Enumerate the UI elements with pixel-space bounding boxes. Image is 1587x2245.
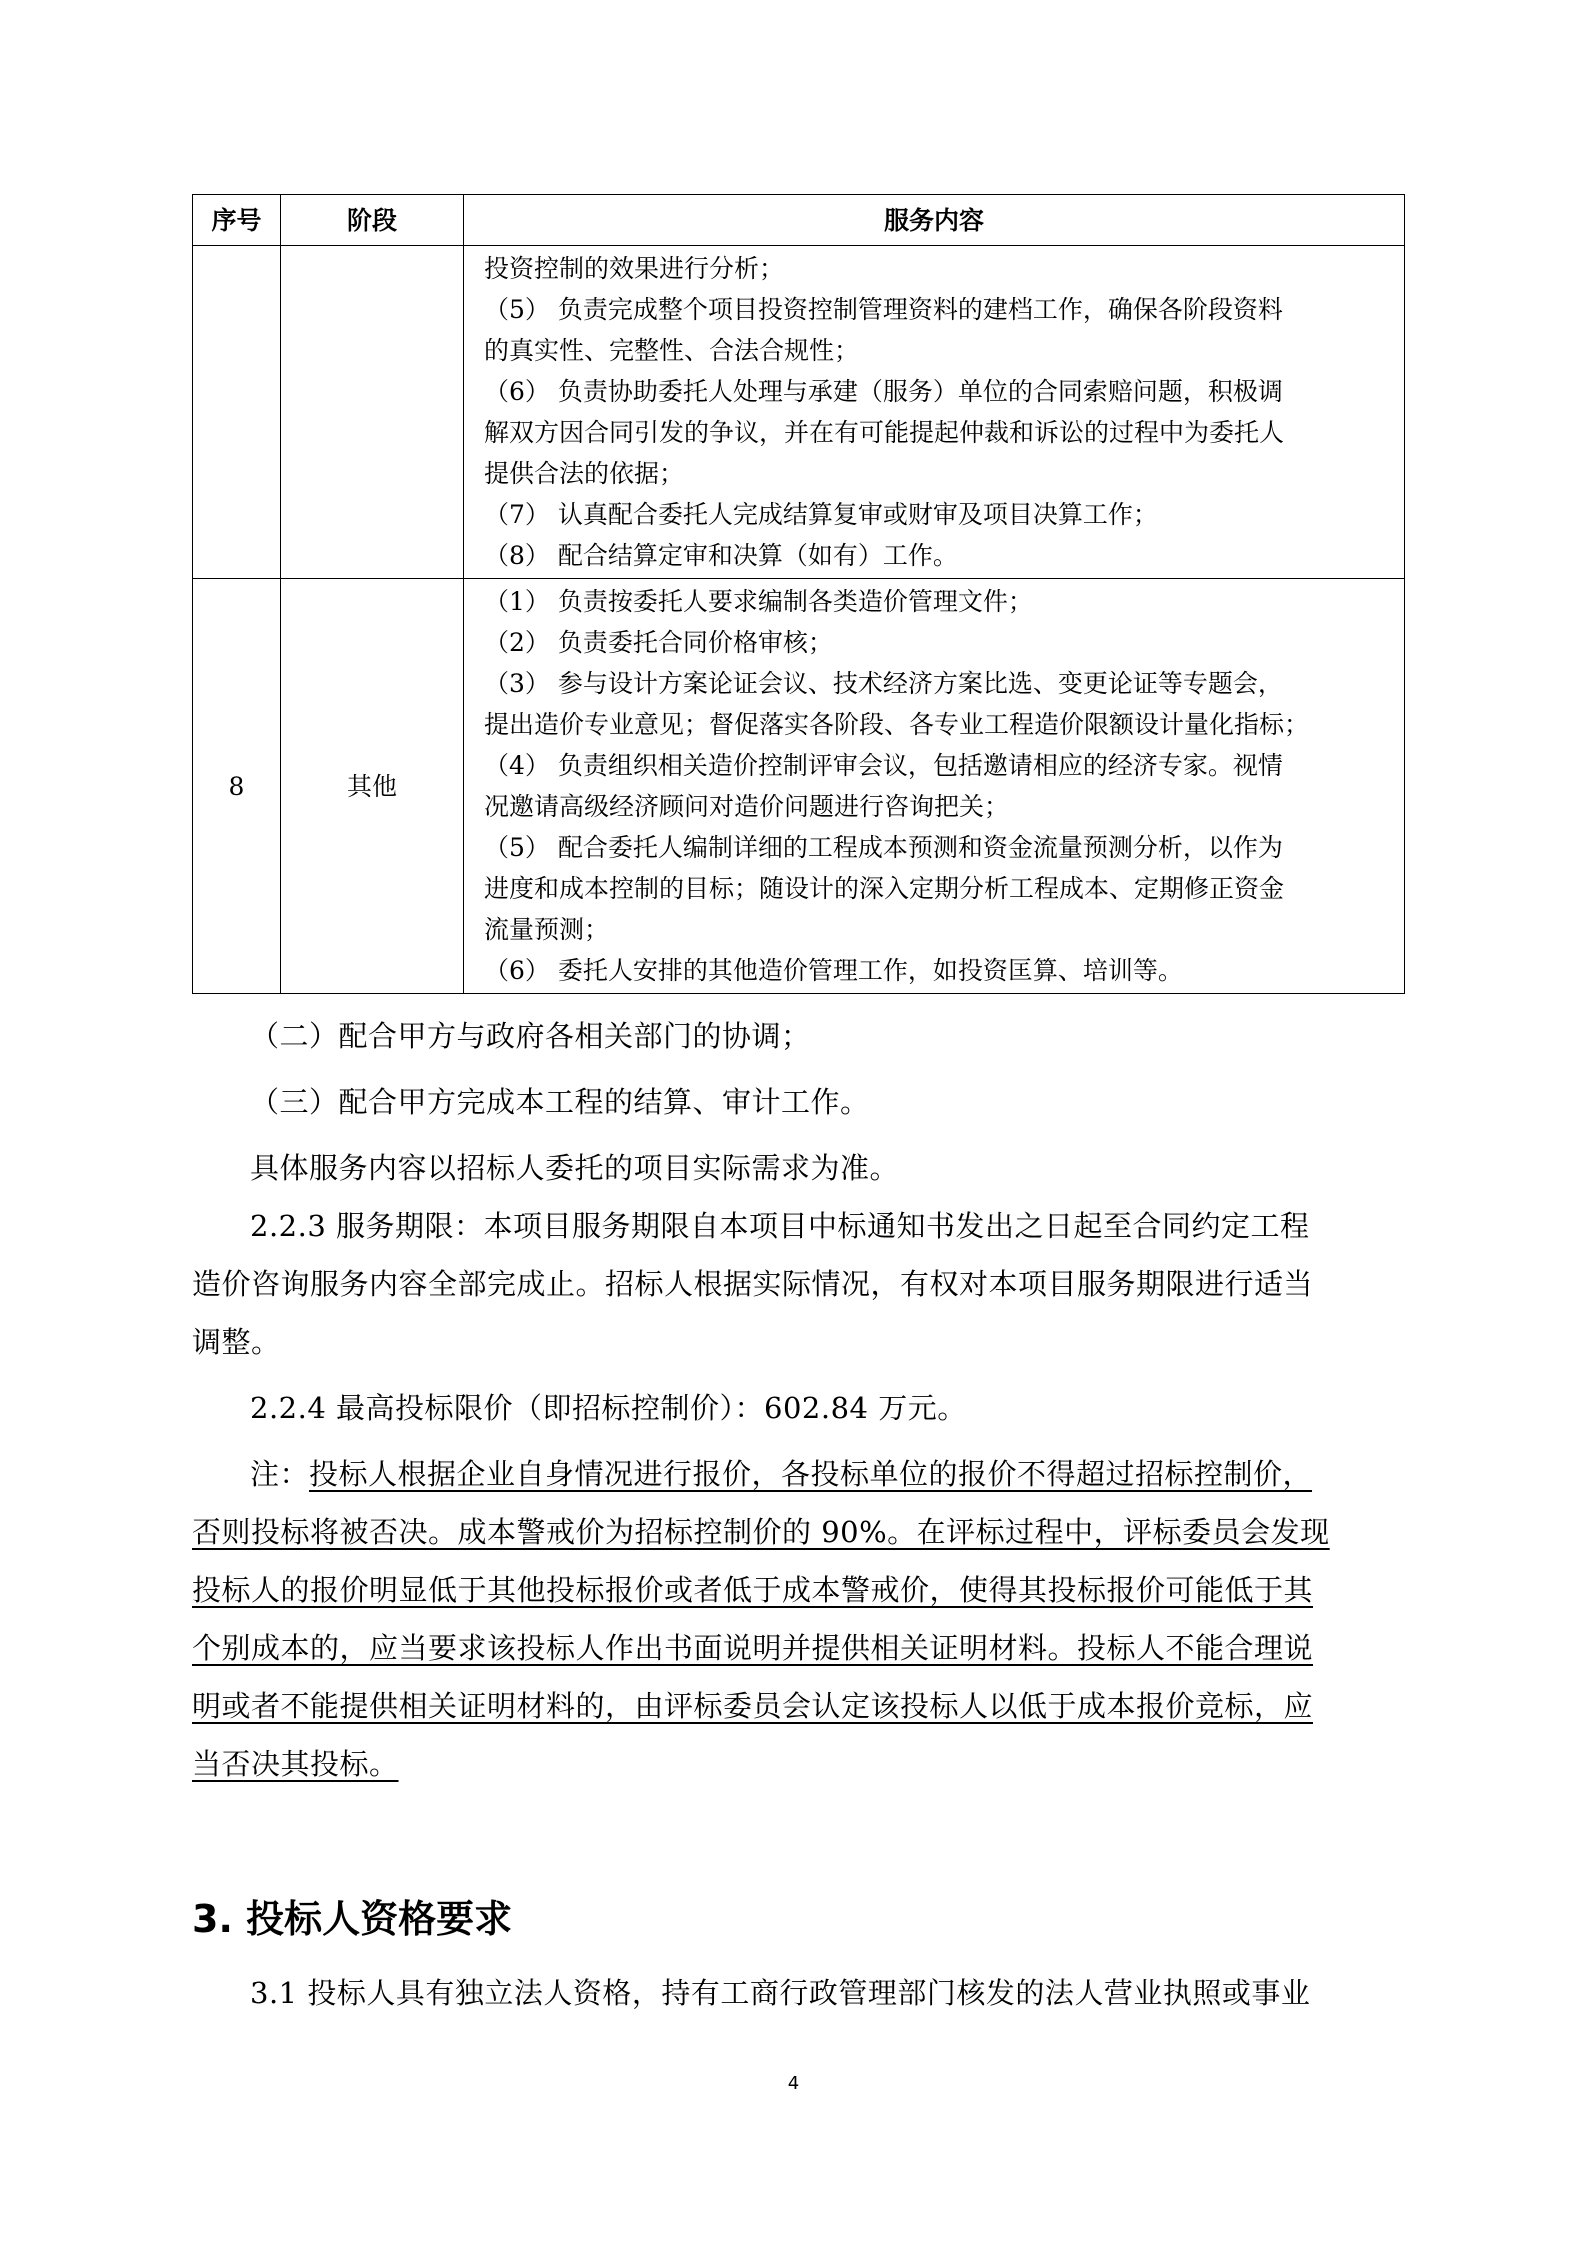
content-line: （2） 负责委托合同价格审核； [484, 628, 833, 657]
content-line: 提供合法的依据； [484, 459, 685, 488]
header-stage: 阶段 [281, 195, 464, 246]
table-row [193, 579, 1405, 994]
content-line: 况邀请高级经济顾问对造价问题进行咨询把关； [484, 792, 1010, 821]
note-line [192, 1677, 1405, 1735]
section-heading: 3. 投标人资格要求 [192, 1897, 513, 1941]
body-text-block [192, 1007, 1405, 1793]
content-line: 的真实性、完整性、合法合规性； [484, 336, 860, 365]
content-line: （5） 负责完成整个项目投资控制管理资料的建档工作，确保各阶段资料 [484, 295, 1283, 324]
note-text: 当否决其投标。 [192, 1747, 399, 1781]
page-number: 4 [787, 2073, 800, 2094]
row-stage-cell [281, 246, 464, 579]
content-line: 投资控制的效果进行分析； [484, 254, 785, 283]
content-line: 提出造价专业意见；督促落实各阶段、各专业工程造价限额设计量化指标； [484, 710, 1310, 739]
note-text: 个别成本的，应当要求该投标人作出书面说明并提供相关证明材料。投标人不能合理说 [192, 1631, 1314, 1665]
paragraph-scope: 具体服务内容以招标人委托的项目实际需求为准。 [250, 1151, 900, 1185]
section-body [192, 1964, 1405, 2022]
note-text: 明或者不能提供相关证明材料的，由评标委员会认定该投标人以低于成本报价竞标，应 [192, 1689, 1314, 1723]
row-content-cell [464, 579, 1405, 994]
content-line: 解双方因合同引发的争议，并在有可能提起仲裁和诉讼的过程中为委托人 [484, 418, 1285, 447]
content-line: （1） 负责按委托人要求编制各类造价管理文件； [484, 587, 1033, 616]
service-content-table [192, 194, 1405, 994]
note-line [192, 1619, 1405, 1677]
note-text: 投标人的报价明显低于其他投标报价或者低于成本警戒价，使得其投标报价可能低于其 [192, 1573, 1314, 1607]
row-content-cell [464, 246, 1405, 579]
content-line: （3） 参与设计方案论证会议、技术经济方案比选、变更论证等专题会， [484, 669, 1283, 698]
note-line [192, 1735, 1405, 1793]
content-line: （4） 负责组织相关造价控制评审会议，包括邀请相应的经济专家。视情 [484, 751, 1283, 780]
content-line: （5） 配合委托人编制详细的工程成本预测和资金流量预测分析，以作为 [484, 833, 1283, 862]
content-line: （6） 委托人安排的其他造价管理工作，如投资匡算、培训等。 [484, 956, 1183, 985]
table-header-row [193, 195, 1405, 246]
content-line: （7） 认真配合委托人完成结算复审或财审及项目决算工作； [484, 500, 1158, 529]
paragraph-settlement: （三）配合甲方完成本工程的结算、审计工作。 [250, 1085, 870, 1119]
paragraph-service-period: 2.2.3 服务期限：本项目服务期限自本项目中标通知书发出之日起至合同约定工程 [250, 1209, 1310, 1243]
table-row [193, 246, 1405, 579]
row-index-cell: 8 [193, 579, 281, 994]
paragraph-qualification: 3.1 投标人具有独立法人资格，持有工商行政管理部门核发的法人营业执照或事业 [250, 1976, 1311, 2010]
paragraph-coordination: （二）配合甲方与政府各相关部门的协调； [250, 1019, 811, 1053]
note-line [192, 1445, 1405, 1503]
content-line: （6） 负责协助委托人处理与承建（服务）单位的合同索赔问题，积极调 [484, 377, 1283, 406]
paragraph-service-period-cont: 造价咨询服务内容全部完成止。招标人根据实际情况，有权对本项目服务期限进行适当 [192, 1267, 1314, 1301]
note-prefix: 注： [250, 1457, 310, 1491]
note-text: 投标人根据企业自身情况进行报价，各投标单位的报价不得超过招标控制价， [309, 1457, 1313, 1491]
note-line [192, 1561, 1405, 1619]
header-content: 服务内容 [464, 195, 1405, 246]
note-line [192, 1503, 1405, 1561]
paragraph-max-price: 2.2.4 最高投标限价（即招标控制价）：602.84 万元。 [250, 1391, 967, 1425]
content-line: 进度和成本控制的目标；随设计的深入定期分析工程成本、定期修正资金 [484, 874, 1285, 903]
content-line: 流量预测； [484, 915, 610, 944]
header-index: 序号 [193, 195, 281, 246]
row-index-cell [193, 246, 281, 579]
paragraph-service-period-cont: 调整。 [192, 1325, 281, 1359]
row-stage-cell: 其他 [281, 579, 464, 994]
note-text: 否则投标将被否决。成本警戒价为招标控制价的 90%。在评标过程中，评标委员会发现 [192, 1515, 1330, 1549]
content-line: （8） 配合结算定审和决算（如有）工作。 [484, 541, 958, 570]
